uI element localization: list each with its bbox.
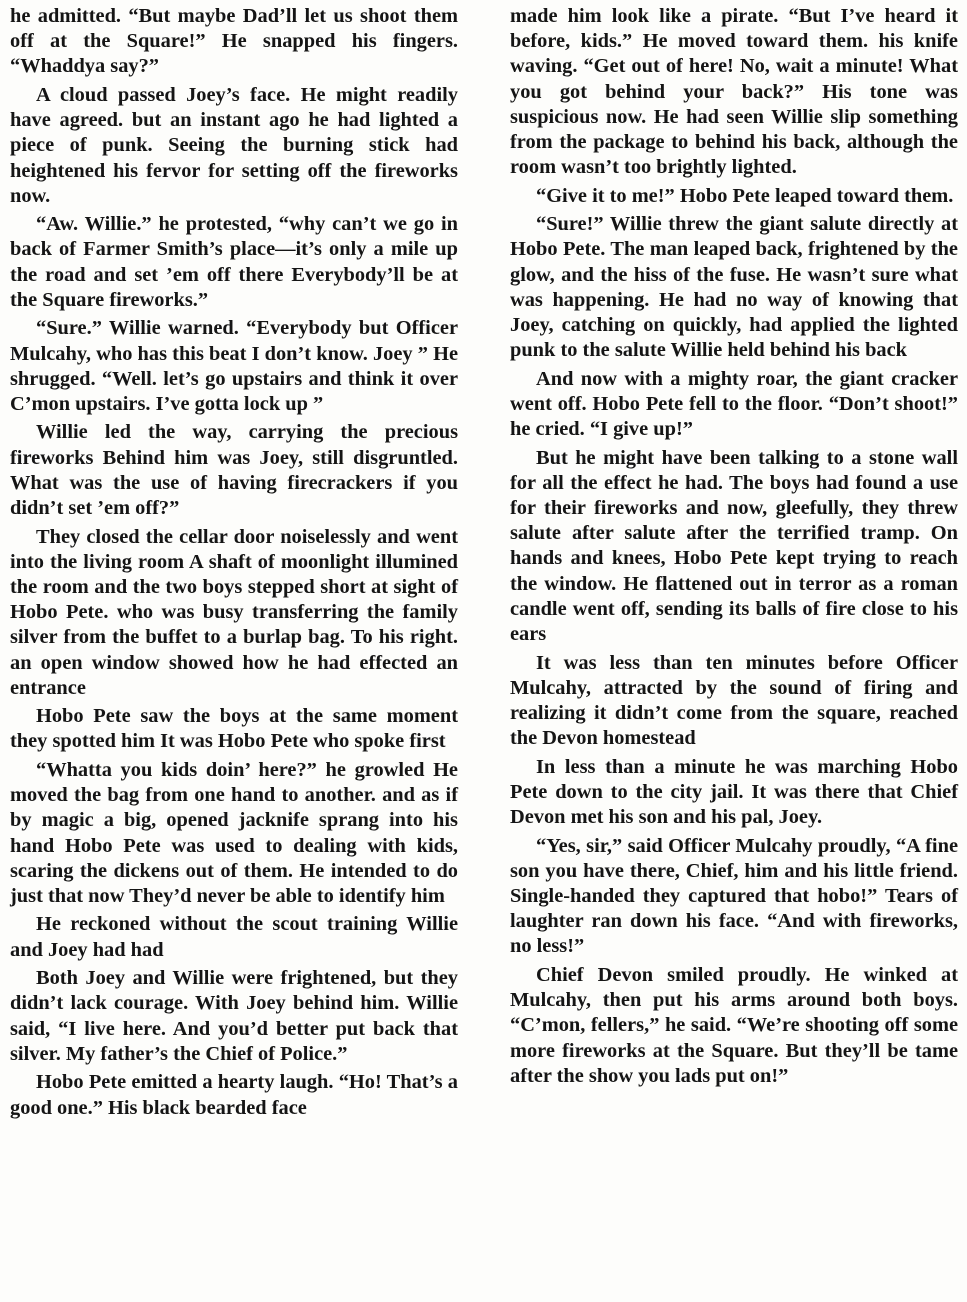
paragraph: he admitted. “But maybe Dad’ll let us shoot them off at the Square!” He snapped his fingers. “Whaddya say?” [10, 5, 458, 78]
paragraph: Hobo Pete emitted a hearty laugh. “Ho! That’s a good one.” His black bearded face [10, 1071, 458, 1119]
paragraph: “Sure!” Willie threw the giant salute directly at Hobo Pete. The man leaped back, frightened by the glow, and the hiss of the fuse. He wasn’t sure what was happening. He had no way of knowing that Joey, catching on quickly, had applied the lighted punk to the salute Willie held behind his back [510, 213, 958, 362]
paragraph: “Aw. Willie.” he protested, “why can’t we go in back of Farmer Smith’s place—it’s only a mile up the road and set ’em off there Everybody’ll be at the Square fireworks.” [10, 213, 458, 311]
paragraph: Chief Devon smiled proudly. He winked at Mulcahy, then put his arms around both boys. “C’mon, fellers,” he said. “We’re shooting off some more fireworks at the Square. But they’ll be tame after the show you lads put on!” [510, 963, 958, 1087]
paragraph: “Sure.” Willie warned. “Everybody but Officer Mulcahy, who has this beat I don’t know. Joey ” He shrugged. “Well. let’s go upstairs and think it over C’mon upstairs. I’ve gotta lock up ” [10, 317, 458, 415]
paragraph: They closed the cellar door noiselessly and went into the living room A shaft of moonlight illumined the room and the two boys stepped short at sight of Hobo Pete. who was busy transferring the family silver from the buffet to a burlap bag. To his right. an open window showed how he had effected an entrance [10, 525, 458, 699]
paragraph: Both Joey and Willie were frightened, but they didn’t lack courage. With Joey behind him. Willie said, “I live here. And you’d better put back that silver. My father’s the Chief of Police.” [10, 967, 458, 1065]
paragraph: Willie led the way, carrying the precious fireworks Behind him was Joey, still disgruntled. What was the use of having firecrackers if you didn’t set ’em off?” [10, 421, 458, 520]
paragraph: Hobo Pete saw the boys at the same moment they spotted him It was Hobo Pete who spoke first [10, 705, 458, 753]
paragraph: And now with a mighty roar, the giant cracker went off. Hobo Pete fell to the floor. “Don’t shoot!” he cried. “I give up!” [510, 367, 958, 441]
paragraph: A cloud passed Joey’s face. He might readily have agreed. but an instant ago he had lighted a piece of punk. Seeing the burning stick had heightened his fervor for setting off the fireworks now. [10, 83, 458, 207]
paragraph: It was less than ten minutes before Officer Mulcahy, attracted by the sound of firing and realizing it didn’t come from the square, reached the Devon homestead [510, 651, 958, 750]
paragraph: made him look like a pirate. “But I’ve heard it before, kids.” He moved toward them. his knife waving. “Get out of here! No, wait a minute! What you got behind your back?” His tone was suspicious now. He had seen Willie slip something from the package to behind his back, although the room wasn’t too brightly lighted. [510, 5, 958, 179]
paragraph: “Give it to me!” Hobo Pete leaped toward them. [536, 184, 954, 207]
right-text-column [510, 4, 958, 1092]
paragraph: In less than a minute he was marching Hobo Pete down to the city jail. It was there that Chief Devon met his son and his pal, Joey. [510, 755, 958, 829]
paragraph: But he might have been talking to a stone wall for all the effect he had. The boys had found a use for their fireworks and now, gleefully, they threw salute after salute after the terrified tramp. On hands and knees, Hobo Pete kept trying to reach the window. He flattened out in terror as a roman candle went off, sending its balls of fire close to his ears [510, 446, 958, 646]
left-text-column [10, 4, 458, 1124]
paragraph: He reckoned without the scout training Willie and Joey had had [10, 913, 458, 961]
paragraph: “Whatta you kids doin’ here?” he growled He moved the bag from one hand to another. and as if by magic a big, opened jacknife sprang into his hand Hobo Pete was used to dealing with kids, scaring the dickens out of them. He intended to do just that now They’d never be able to identify him [10, 758, 458, 907]
paragraph: “Yes, sir,” said Officer Mulcahy proudly, “A fine son you have there, Chief, him and his little friend. Single-handed they captured that hobo!” Tears of laughter ran down his face. “And with fireworks, no less!” [510, 834, 958, 958]
